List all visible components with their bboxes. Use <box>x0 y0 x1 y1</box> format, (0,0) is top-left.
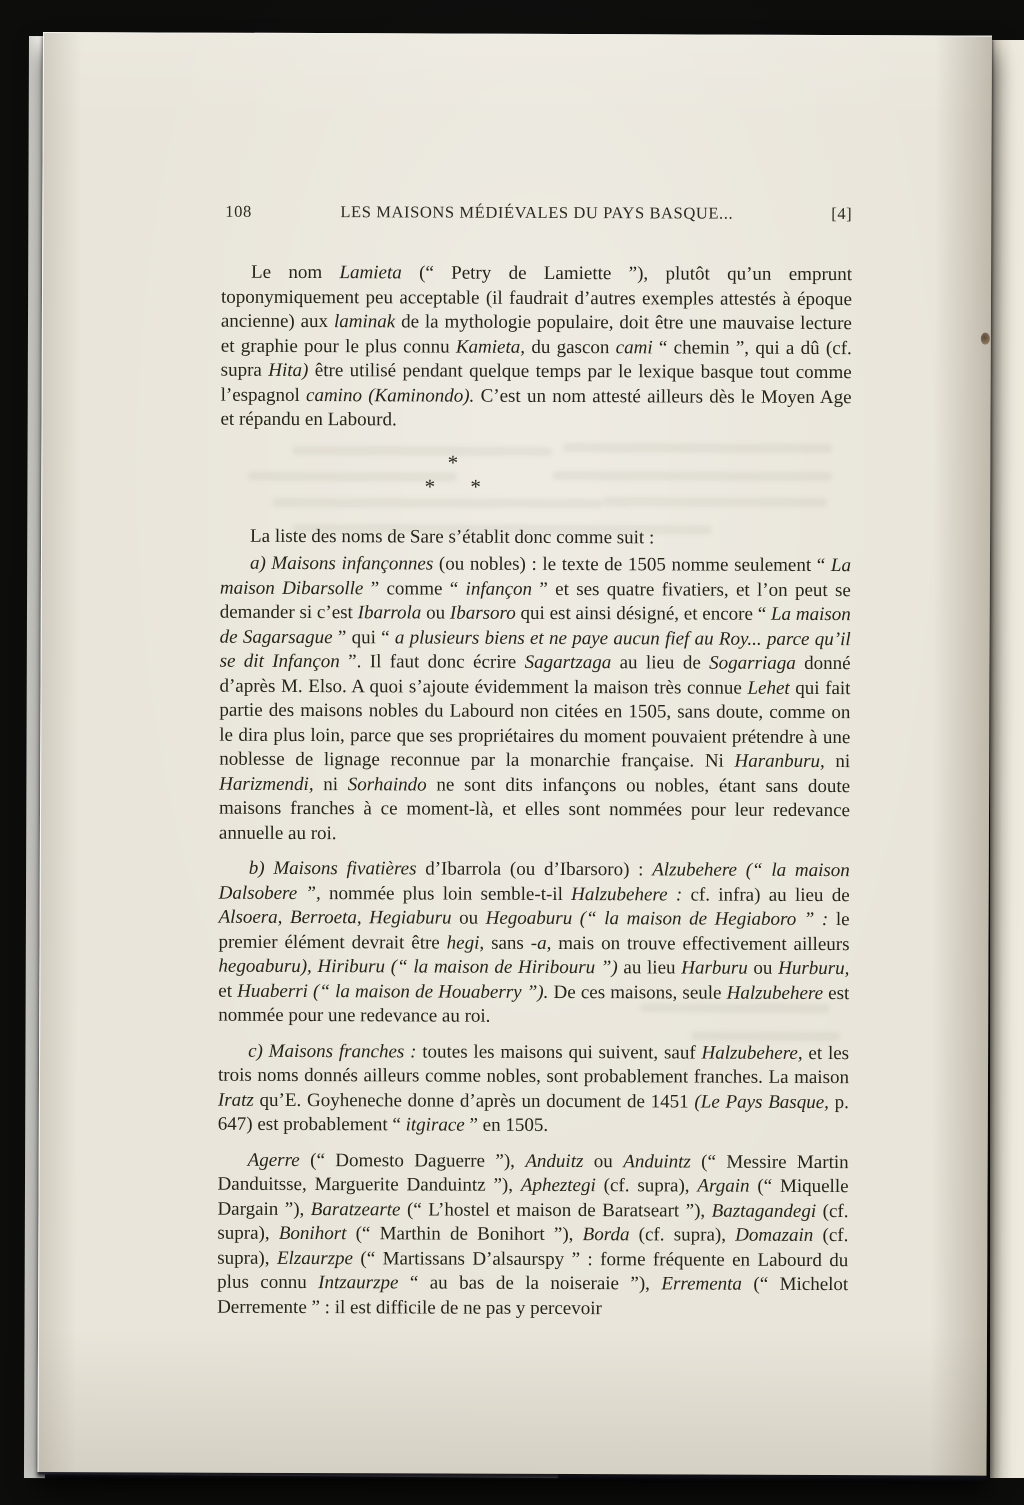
page-number: 108 <box>225 201 252 221</box>
running-title: LES MAISONS MÉDIÉVALES DU PAYS BASQUE... <box>340 202 734 223</box>
asterisk-bottom: * * <box>424 473 481 499</box>
paragraph-house-names: Agerre (“ Domesto Daguerre ”), Anduitz ou Anduintz (“ Messire Martin Danduitsse, Marguerite Danduintz ”), Apheztegi (cf. supra), Argain (“ Miquelle Dargain ”), Baratzearte (“ L’hostel et maison de Baratseart ”), Baztagandegi (cf. supra), Bonihort (“ Marthin de Bonihort ”), Borda (cf. supra), Domazain (cf. supra), Elzaurzpe (“ Martissans D’alsaurspy ” : forme fréquente en Labourd du plus connu Intzaurzpe “ au bas de la noiseraie ”), Errementa (“ Michelot Derremente ” : il est difficile de ne pas y percevoir <box>217 1149 849 1319</box>
asterisk-separator <box>137 449 768 499</box>
running-header <box>221 202 852 228</box>
ink-stain <box>981 333 990 345</box>
section-marker: [4] <box>831 204 853 224</box>
next-page-edge <box>990 40 1024 1478</box>
paragraph-a: a) Maisons infançonnes (ou nobles) : le texte de 1505 nomme seulement “ La maison Dibarsolle ” comme “ infançon ” et ses quatre fivatiers, et l’on peut se demander si c’est Ibarrola ou Ibarsoro qui est ainsi désigné, et encore “ La maison de Sagarsague ” qui “ a plusieurs biens et ne paye aucun fief au Roy... parce qu’il se dit Infançon ”. Il faut donc écrire Sagartzaga au lieu de Sogarriaga donné d’après M. Elso. A quoi s’ajoute évidemment la maison très connue Lehet qui fait partie des maisons nobles du Labourd non citées en 1505, sans doute, comme on le dira plus loin, parce que ses propriétaires du moment pouvaient prétendre à une noblesse de lignage reconnue par la monarchie française. Ni Haranburu, ni Harizmendi, ni Sorhaindo ne sont dits infançons ou nobles, étant sans doute maisons franches à ce moment-là, et elles sont nommées pour leur redevance annuelle au roi. <box>218 552 852 844</box>
asterisk-top: * <box>447 450 459 475</box>
paragraph-c: c) Maisons franches : toutes les maisons qui suivent, sauf Halzubehere, et les trois noms donnés ailleurs comme nobles, sont probablement franches. La maison Iratz qu’E. Goyheneche donne d’après un document de 1451 (Le Pays Basque, p. 647) est probablement “ itgirace ” en 1505. <box>217 1040 850 1136</box>
body-copy <box>217 261 852 1322</box>
paragraph-b: b) Maisons fivatières d’Ibarrola (ou d’Ibarsoro) : Alzubehere (“ la maison Dalsobere ”, nommée plus loin semble-t-il Halzubehere : cf. infra) au lieu de Alsoera, Berroeta, Hegiaburu ou Hegoaburu (“ la maison de Hegiaboro ” : le premier élément devrait être hegi, sans -a, mais on trouve effectivement ailleurs hegoaburu), Hiriburu (“ la maison de Hiribouru ”) au lieu Harburu ou Hurburu, et Huaberri (“ la maison de Houaberry ”). De ces maisons, seule Halzubehere est nommée pour une redevance au roi. <box>218 857 850 1027</box>
paragraph-intro: Le nom Lamieta (“ Petry de Lamiette ”), plutôt qu’un emprunt toponymiquement peu acceptable (il faudrait d’autres exemples attestés à époque ancienne) aux laminak de la mythologie populaire, doit être une mauvaise lecture et graphie pour le plus connu Kamieta, du gascon cami “ chemin ”, qui a dû (cf. supra Hita) être utilisé pendant quelque temps par le lexique basque tout comme l’espagnol camino (Kaminondo). C’est un nom attesté ailleurs dès le Moyen Age et répandu en Labourd. <box>220 261 853 431</box>
paragraph-list-intro: La liste des noms de Sare s’établit donc comme suit : <box>250 525 655 548</box>
text-block <box>217 202 852 1322</box>
scanned-page <box>37 32 992 1476</box>
